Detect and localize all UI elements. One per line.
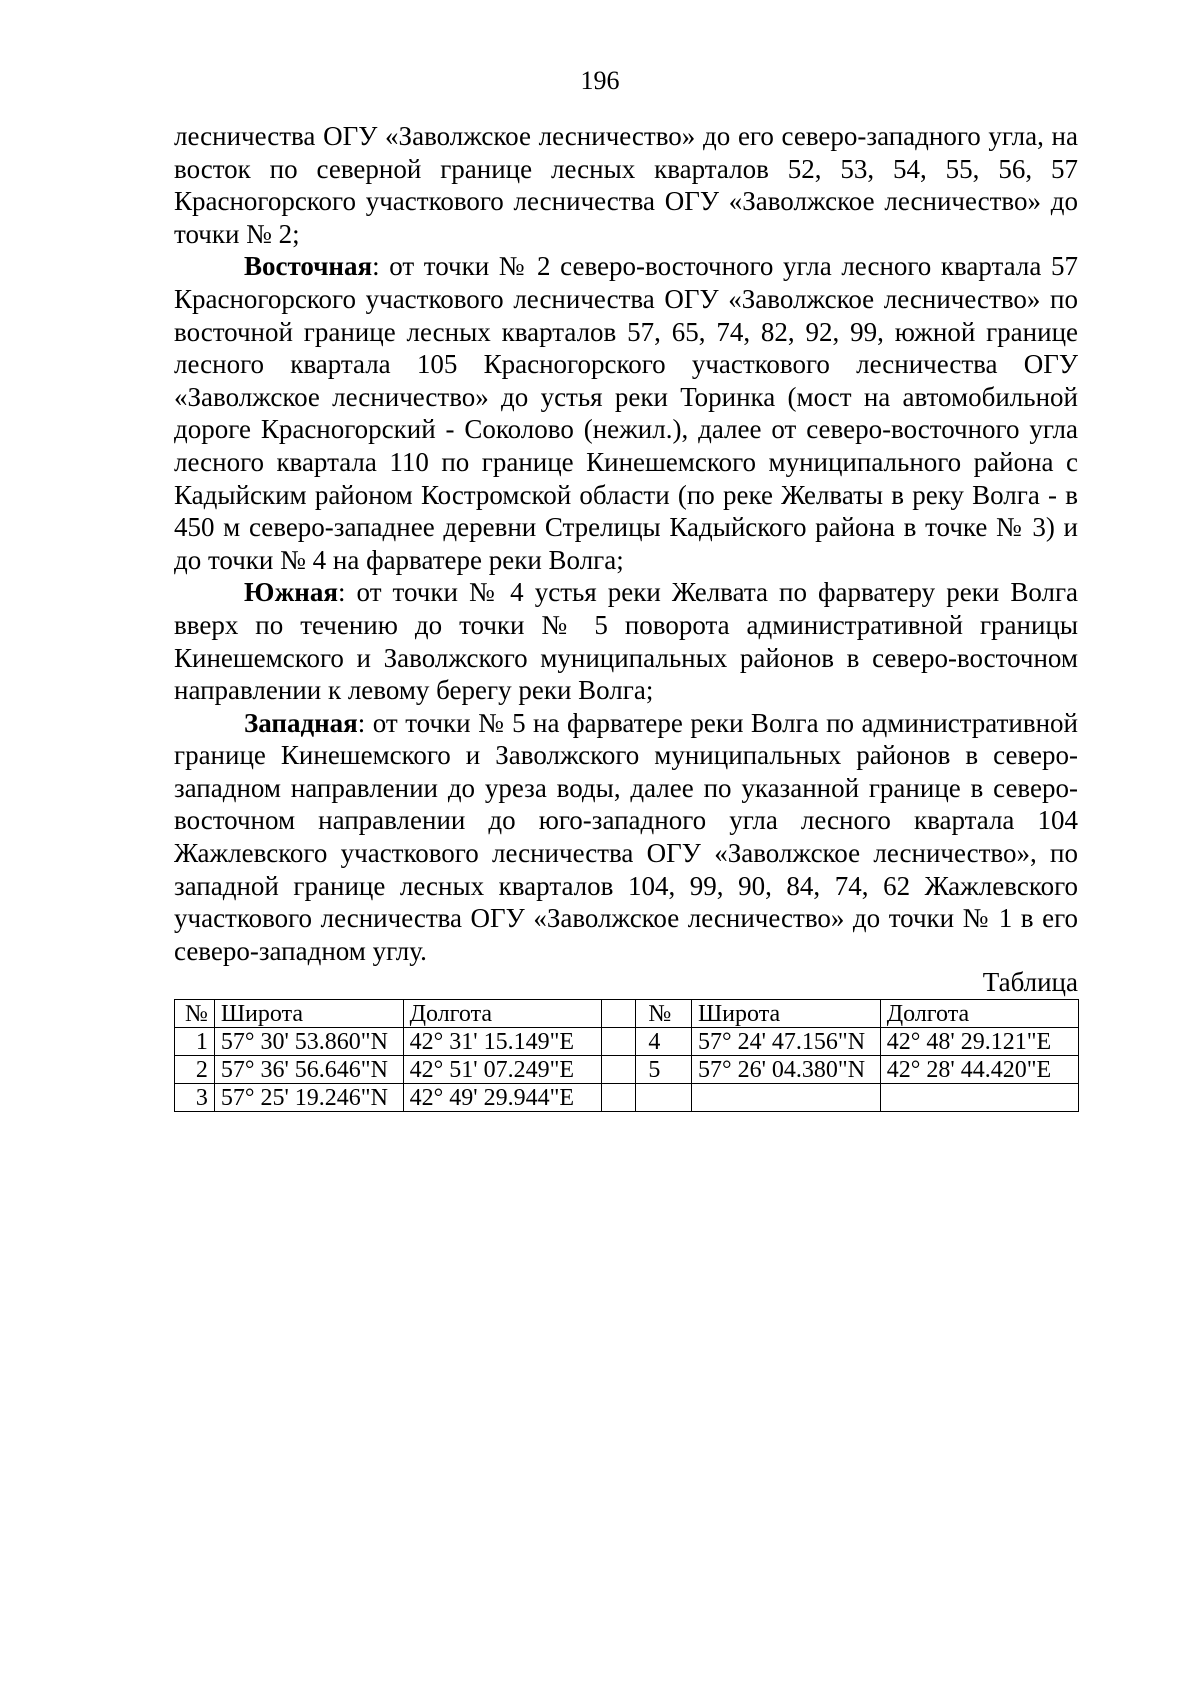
cell-lon: 42° 48' 29.121"E bbox=[880, 1028, 1078, 1056]
table-gap bbox=[601, 1056, 636, 1084]
header-lat: Широта bbox=[214, 1000, 403, 1028]
page-number: 196 bbox=[580, 66, 620, 95]
cell-num: 5 bbox=[636, 1056, 692, 1084]
header-num: № bbox=[175, 1000, 215, 1028]
cell-num: 1 bbox=[175, 1028, 215, 1056]
document-body bbox=[174, 120, 1078, 1112]
east-heading: Восточная bbox=[244, 251, 373, 282]
table-gap bbox=[601, 1028, 636, 1056]
table-caption: Таблица bbox=[982, 967, 1078, 998]
table-gap bbox=[601, 1084, 636, 1112]
south-heading: Южная bbox=[244, 577, 338, 608]
paragraph-south-boundary bbox=[174, 576, 1078, 706]
coordinates-table bbox=[174, 999, 1079, 1112]
table-row bbox=[175, 1028, 1079, 1056]
cell-lat: 57° 26' 04.380"N bbox=[691, 1056, 880, 1084]
table-row bbox=[175, 1084, 1079, 1112]
cell-num bbox=[636, 1084, 692, 1112]
header-lat: Широта bbox=[691, 1000, 880, 1028]
cell-lon: 42° 31' 15.149"E bbox=[403, 1028, 601, 1056]
header-lon: Долгота bbox=[880, 1000, 1078, 1028]
cell-num: 2 bbox=[175, 1056, 215, 1084]
table-header-row bbox=[175, 1000, 1079, 1028]
cell-lat: 57° 36' 56.646"N bbox=[214, 1056, 403, 1084]
cell-lat bbox=[691, 1084, 880, 1112]
cell-lon: 42° 51' 07.249"E bbox=[403, 1056, 601, 1084]
header-lon: Долгота bbox=[403, 1000, 601, 1028]
west-heading: Западная bbox=[244, 707, 358, 738]
paragraph-north-continuation: лесничества ОГУ «Заволжское лесничество» до его северо-западного угла, на восток по северной границе лесных кварталов 52, 53, 54, 55, 56, 57 Красногорского участкового лесничества ОГУ «Заволжское лесничество» до точки № 2; bbox=[174, 121, 1078, 249]
cell-lat: 57° 30' 53.860"N bbox=[214, 1028, 403, 1056]
cell-lat: 57° 25' 19.246"N bbox=[214, 1084, 403, 1112]
cell-lat: 57° 24' 47.156"N bbox=[691, 1028, 880, 1056]
cell-lon: 42° 28' 44.420"E bbox=[880, 1056, 1078, 1084]
south-text: : от точки № 4 устья реки Желвата по фарватеру реки Волга вверх по течению до точки № 5 поворота административной границы Кинешемского и Заволжского муниципальных районов в северо-восточном направлении к левому берегу реки Волга; bbox=[174, 577, 1078, 706]
cell-lon: 42° 49' 29.944"E bbox=[403, 1084, 601, 1112]
cell-num: 3 bbox=[175, 1084, 215, 1112]
west-text: : от точки № 5 на фарватере реки Волга по административной границе Кинешемского и Заволжского муниципальных районов в северо-западном направлении до уреза воды, далее по указанной границе в северо-восточном направлении до юго-западного угла лесного квартала 104 Жажлевского участкового лесничества ОГУ «Заволжское лесничество», по западной границе лесных кварталов 104, 99, 90, 84, 74, 62 Жажлевского участкового лесничества ОГУ «Заволжское лесничество» до точки № 1 в его северо-западном углу. bbox=[174, 707, 1078, 966]
table-gap bbox=[601, 1000, 636, 1028]
east-text: : от точки № 2 северо-восточного угла лесного квартала 57 Красногорского участкового лесничества ОГУ «Заволжское лесничество» по восточной границе лесных кварталов 57, 65, 74, 82, 92, 99, южной границе лесного квартала 105 Красногорского участкового лесничества ОГУ «Заволжское лесничество» до устья реки Торинка (мост на автомобильной дороге Красногорский - Соколово (нежил.), далее от северо-восточного угла лесного квартала 110 по границе Кинешемского муниципального района с Кадыйским районом Костромской области (по реке Желваты в реку Волга - в 450 м северо-западнее деревни Стрелицы Кадыйского района в точке № 3) и до точки № 4 на фарватере реки Волга; bbox=[174, 251, 1078, 575]
table-row bbox=[175, 1056, 1079, 1084]
header-num: № bbox=[636, 1000, 692, 1028]
paragraph-east-boundary bbox=[174, 250, 1078, 576]
paragraph-west-boundary bbox=[174, 707, 1078, 968]
cell-lon bbox=[880, 1084, 1078, 1112]
cell-num: 4 bbox=[636, 1028, 692, 1056]
